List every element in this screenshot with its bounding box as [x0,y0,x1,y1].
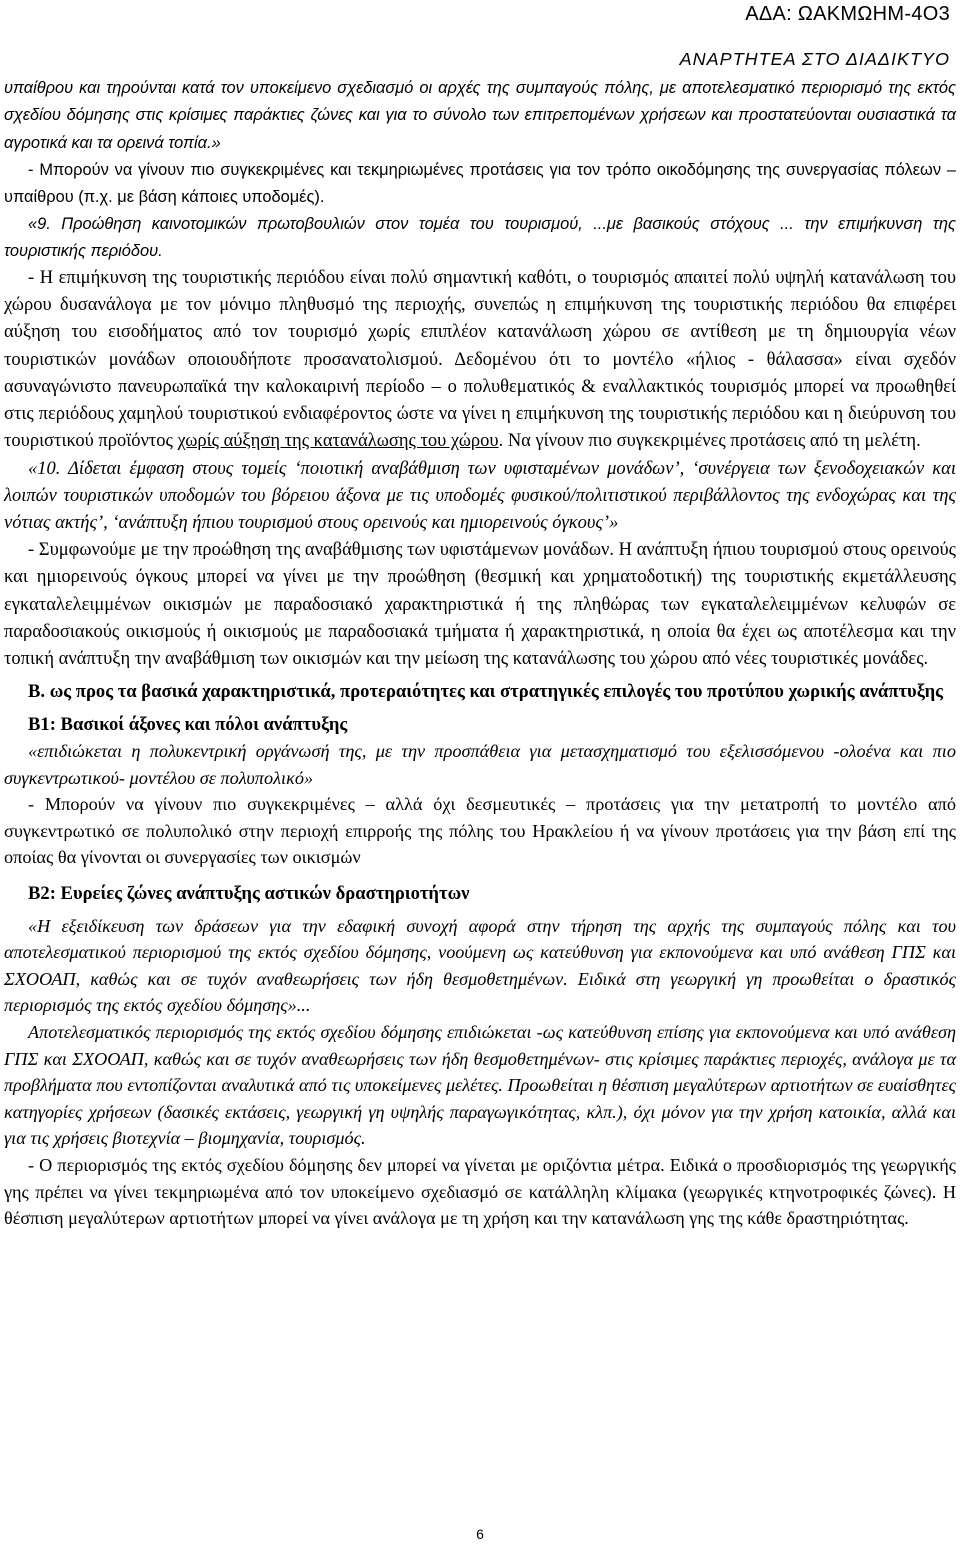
paragraph-b2-response: - Ο περιορισμός της εκτός σχεδίου δόμησης δεν μπορεί να γίνεται με οριζόντια μέτρα. Ειδικά ο προσδιορισμός της γεωργικής γης πρέπει να γίνει τεκμηριωμένα από τον υποκείμενο σχεδιασμό σε κατάλληλη κλίμακα (γεωργικές κτηνοτροφικές ζώνες). Η θέσπιση μεγαλύτερων αρτιοτήτων μπορεί να γίνει ανάλογα με τη χρήση και την κατανάλωση γης της κάθε δραστηριότητας. [4,1154,956,1229]
paragraph-open-country-quote: υπαίθρου και τηρούνται κατά τον υποκείμενο σχεδιασμό οι αρχές της συμπαγούς πόλης, με αποτελεσματικό περιορισμό της εκτός σχεδίου δόμησης στις κρίσιμες παράκτιες ζώνες και για το σύνολο των επιτρεπομένων χρήσεων και προστατεύονται ουσιαστικά τα αγροτικά και τα ορεινά τοπία.» [4,79,956,152]
tourism-season-text: - Η επιμήκυνση της τουριστικής περιόδου είναι πολύ σημαντική καθότι, ο τουρισμός απαιτεί πολύ υψηλή κατανάλωση του χώρου δυσανάλογα με τον μόνιμο πληθυσμό της περιοχής, συνεπώς η επιμήκυνση της τουριστικής περιόδου θα επιφέρει αύξηση του εισοδήματος από τον τουρισμό χωρίς επιπλέον κατανάλωση χώρου σε αντίθεση με τη δημιουργία νέων τουριστικών μονάδων οποιουδήποτε προσανατολισμού. Δεδομένου ότι το μοντέλο «ήλιος - θάλασσα» είναι σχεδόν ασυναγώνιστο πανευρωπαϊκά την καλοκαιρινή περίοδο – ο πολυθεματικός & εναλλακτικός τουρισμός μπορεί να προωθηθεί στις περιόδους χαμηλού τουριστικού ενδιαφέροντος ώστε να γίνει η επιμήκυνση της τουριστικής περιόδου και η διεύρυνση του τουριστικού προϊόντος [4,268,956,452]
page-number: 6 [476,1526,484,1542]
paragraph-mild-tourism: - Συμφωνούμε με την προώθηση της αναβάθμισης των υφιστάμενων μονάδων. Η ανάπτυξη ήπιου τουρισμού στους ορεινούς και ημιορεινούς όγκους μπορεί να γίνει με την προώθηση (θεσμική και χρηματοδοτική) της τουριστικής εκμετάλλευσης εγκαταλελειμμένων οικισμών με παραδοσιακό χαρακτηριστικά ή της πληθώρας των εγκαταλελειμμένων κελυφών σε παραδοσιακούς οικισμούς ή οικισμούς με παραδοσιακά τμήματα ή χαρακτηριστικά, η οποία θα έχει ως αποτέλεσμα και την τοπική ανάπτυξη την αναβάθμιση των οικισμών και την μείωση της κατανάλωσης του χώρου από νέες τουριστικές μονάδες. [4,540,956,669]
paragraph-cooperation-proposal: - Μπορούν να γίνουν πιο συγκεκριμένες και τεκμηριωμένες προτάσεις για τον τρόπο οικοδόμησης της συνεργασίας πόλεων – υπαίθρου (π.χ. με βάση κάποιες υποδομές). [4,160,956,207]
publication-notice: ΑΝΑΡΤΗΤΕΑ ΣΤΟ ΔΙΑΔΙΚΤΥΟ [679,49,950,69]
tourism-season-text-end: . Να γίνουν πιο συγκεκριμένες προτάσεις από τη μελέτη. [498,431,921,452]
b1-heading: Β1: Βασικοί άξονες και πόλοι ανάπτυξης [28,714,348,736]
paragraph-b1-proposal: - Μπορούν να γίνουν πιο συγκεκριμένες – αλλά όχι δεσμευτικές – προτάσεις για την μετατροπή το μοντέλο από συγκεντρωτικό σε πολυπολικό στην περιοχή επιρροής της πόλης του Ηρακλείου ή να γίνουν προτάσεις για την βάση επί της οποίας θα γίνονται οι συνεργασίες των οικισμών [4,794,956,868]
paragraph-b2-restriction: Αποτελεσματικός περιορισμός της εκτός σχεδίου δόμησης επιδιώκεται -ως κατεύθυνση επίσης για εκπονούμενα και υπό ανάθεση ΓΠΣ και ΣΧΟΟΑΠ, καθώς και σε τυχόν αναθεωρήσεις των ήδη θεσμοθετημένων- στις κρίσιμες παράκτιες περιοχές, ανάλογα με τα προβλήματα που εντοπίζονται αναλυτικά από τις υποκείμενες μελέτες. Προωθείται η θέσπιση μεγαλύτερων αρτιοτήτων σε ευαίσθητες κατηγορίες χρήσεων (δασικές εκτάσεις, γεωργική γη υψηλής παραγωγικότητας, κλπ.), όχι μόνον για την χρήση κατοικία, αλλά και για τις χρήσεις βιοτεχνία – βιομηχανία, τουρισμός. [4,1022,956,1149]
document-body [4,75,956,1232]
paragraph-tourism-season [4,265,956,455]
ada-code: ΑΔΑ: ΩΑΚΜΩΗΜ-4Ο3 [745,3,950,25]
underlined-phrase: χωρίς αύξηση της κατανάλωσης του χώρου [177,431,499,452]
b2-heading: Β2: Ευρείες ζώνες ανάπτυξης αστικών δραστηριοτήτων [28,882,470,904]
paragraph-b2-quote: «Η εξειδίκευση των δράσεων για την εδαφική συνοχή αφορά στην τήρηση της αρχής της συμπαγούς πόλης και του αποτελεσματικού περιορισμού της εκτός σχεδίου δόμησης, νοούμενη ως κατεύθυνση για εκπονούμενα και υπό ανάθεση ΓΠΣ και ΣΧΟΟΑΠ, καθώς και σε τυχόν αναθεωρήσεις των ήδη θεσμοθετημένων. Ειδικά στη γεωργική γη προωθείται ο δραστικός περιορισμός της εκτός σχεδίου δόμησης»... [4,915,956,1016]
paragraph-quality-upgrade-quote: «10. Δίδεται έμφαση στους τομείς ‘ποιοτική αναβάθμιση των υφισταμένων μονάδων’, ‘συνέργεια των ξενοδοχειακών και λοιπών τουριστικών υποδομών του βόρειου άξονα με τις υποδομές φυσικού/πολιτιστικού περιβάλλοντος της ενδοχώρας και της νότιας ακτής’, ‘ανάπτυξη ήπιου τουρισμού στους ορεινούς και ημιορεινούς όγκους’» [4,458,956,533]
paragraph-b1-quote: «επιδιώκεται η πολυκεντρική οργάνωσή της, με την προσπάθεια για μετασχηματισμό του εξελισσόμενου -ολοένα και πιο συγκεντρωτικού- μοντέλου σε πολυπολικό» [4,741,956,788]
section-b-heading: Β. ως προς τα βασικά χαρακτηριστικά, προτεραιότητες και στρατηγικές επιλογές του προτύπου χωρικής ανάπτυξης [28,681,943,703]
paragraph-tourism-innovation-quote: «9. Προώθηση καινοτομικών πρωτοβουλιών στον τομέα του τουρισμού, ...με βασικούς στόχους ... την επιμήκυνση της τουριστικής περιόδου. [4,215,956,261]
